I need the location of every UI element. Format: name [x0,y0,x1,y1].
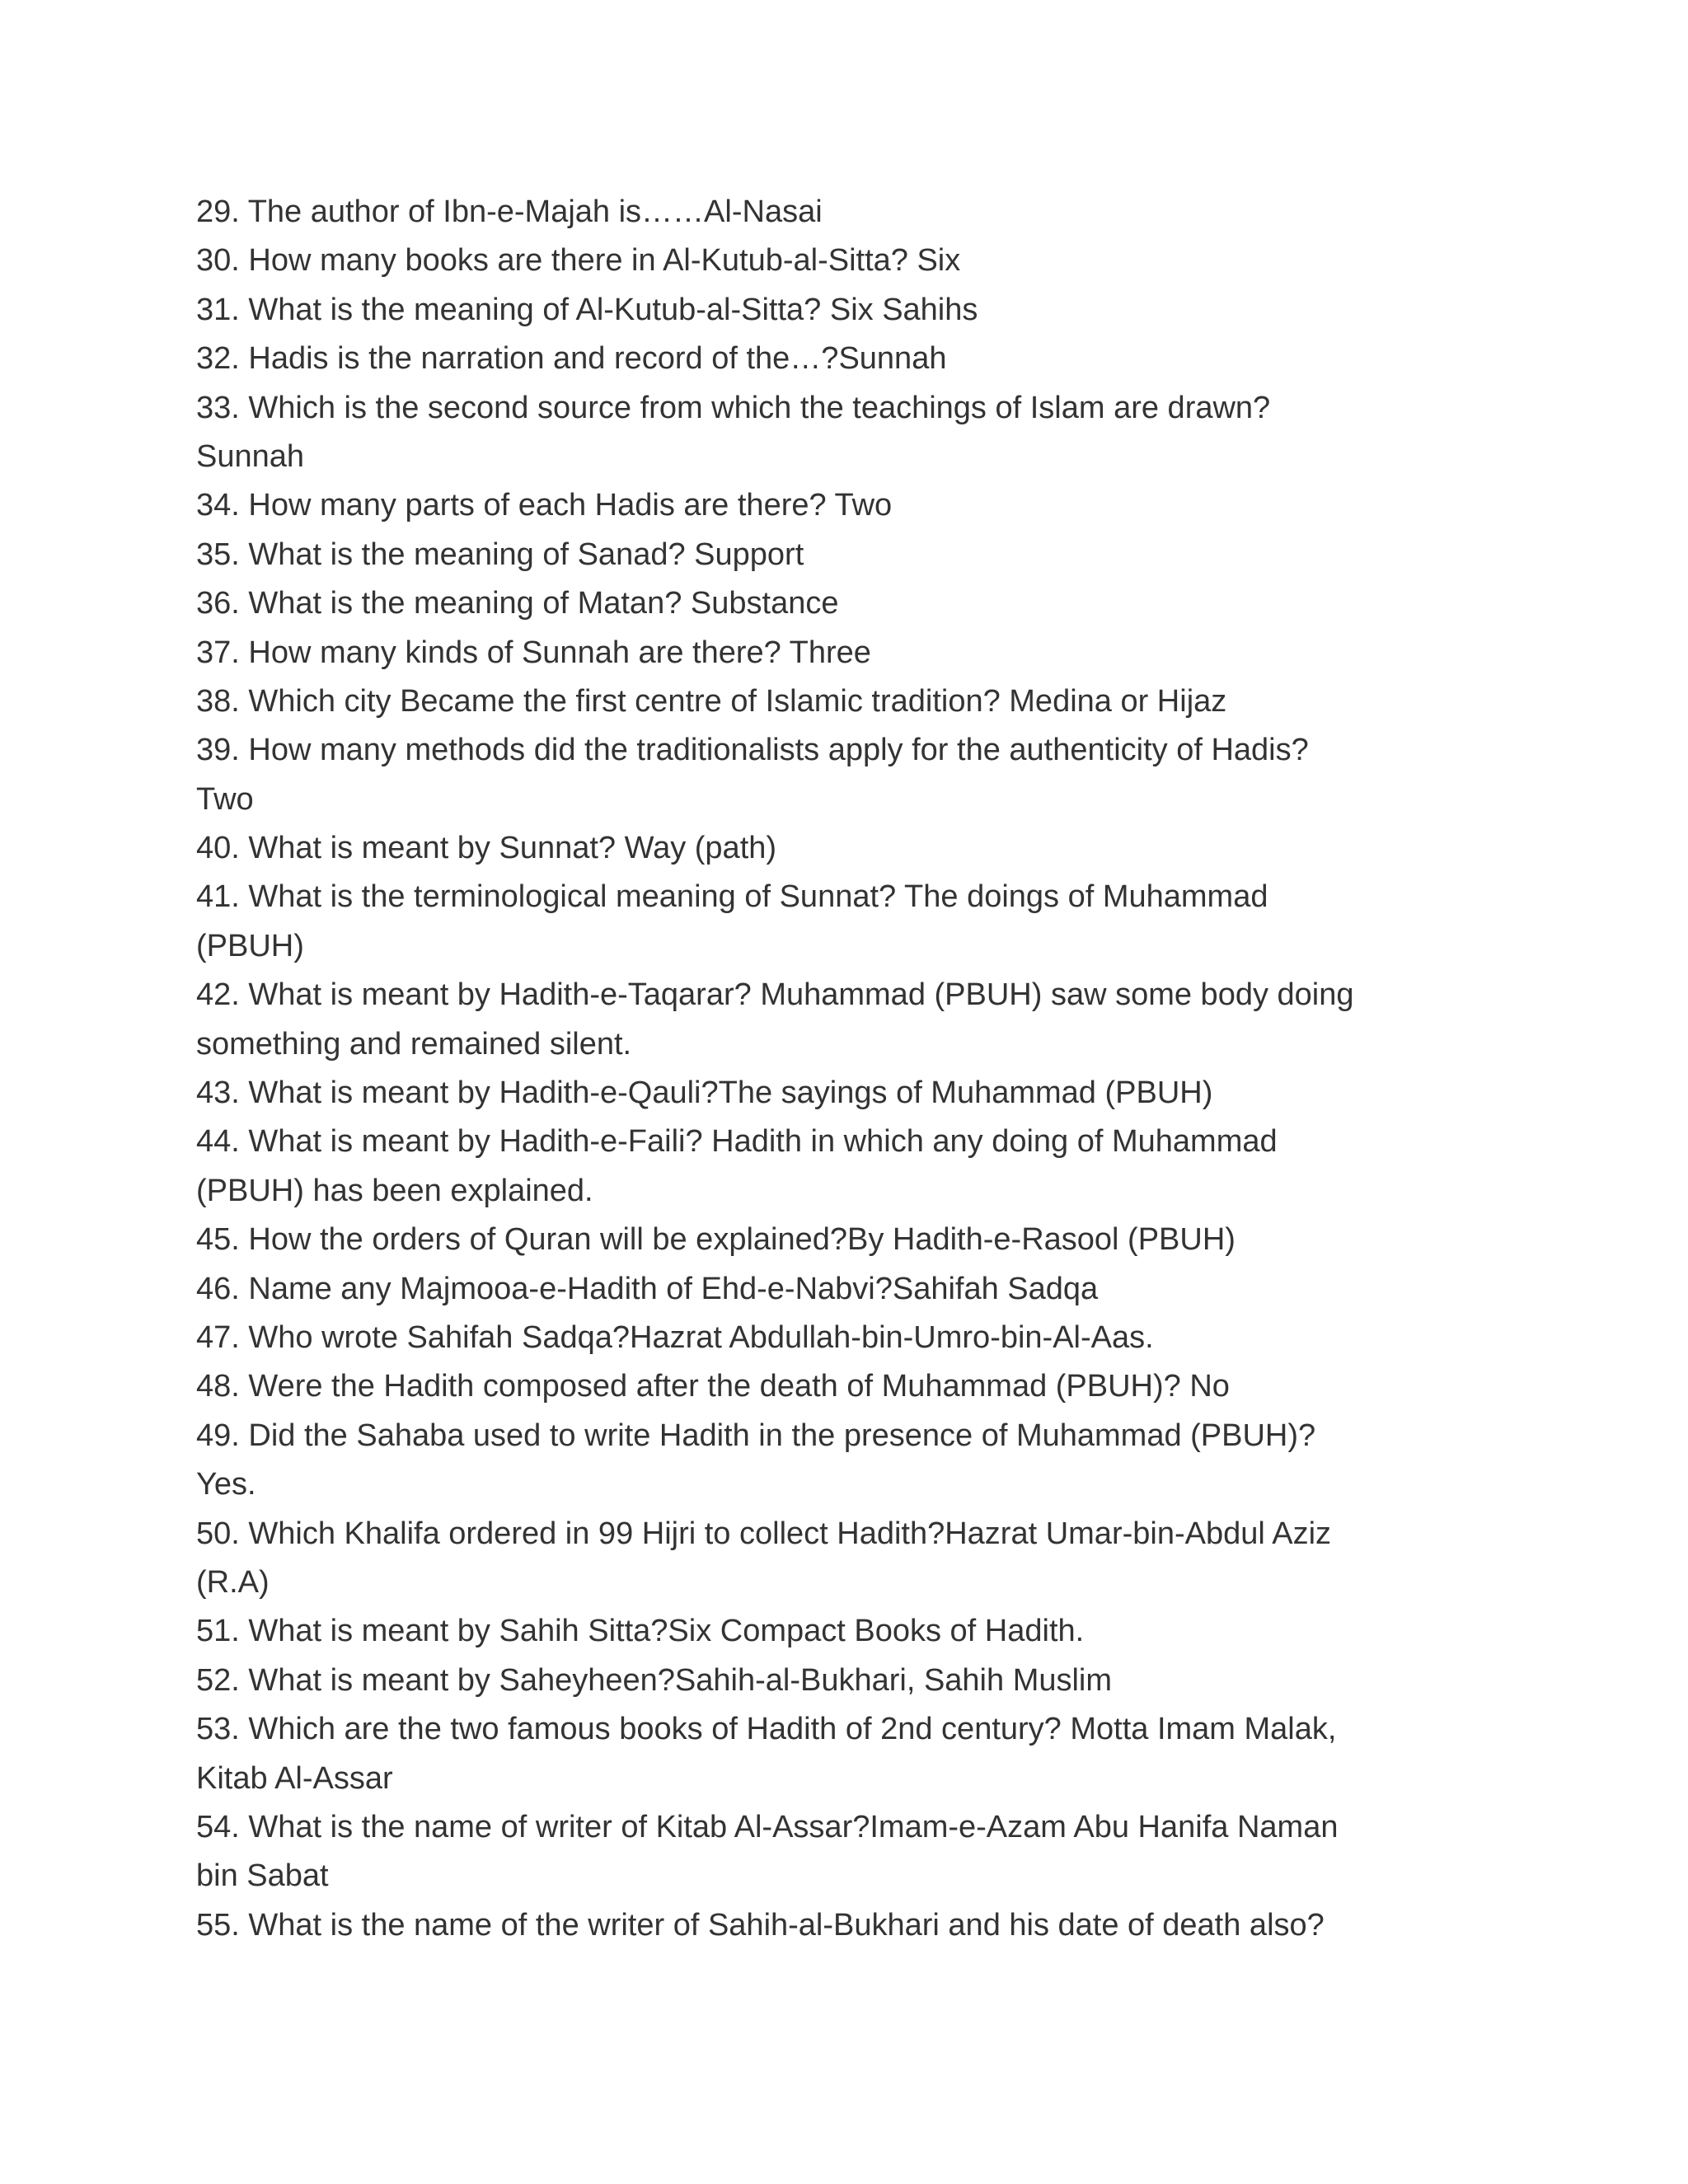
text-line: Yes. [196,1467,256,1502]
text-line: 50. Which Khalifa ordered in 99 Hijri to collect Hadith?Hazrat Umar-bin-Abdul Aziz [196,1516,1332,1551]
text-line: 45. How the orders of Quran will be explained?By Hadith-e-Rasool (PBUH) [196,1222,1236,1258]
text-line: 53. Which are the two famous books of Hadith of 2nd century? Motta Imam Malak, [196,1712,1337,1747]
text-line: 49. Did the Sahaba used to write Hadith in the presence of Muhammad (PBUH)? [196,1418,1316,1453]
text-line: 31. What is the meaning of Al-Kutub-al-Sitta? Six Sahihs [196,292,978,327]
text-line: 44. What is meant by Hadith-e-Faili? Hadith in which any doing of Muhammad [196,1124,1278,1160]
text-line: 51. What is meant by Sahih Sitta?Six Compact Books of Hadith. [196,1614,1085,1649]
text-line: Two [196,781,254,817]
text-line: 47. Who wrote Sahifah Sadqa?Hazrat Abdullah-bin-Umro-bin-Al-Aas. [196,1319,1154,1355]
text-line: 42. What is meant by Hadith-e-Taqarar? Muhammad (PBUH) saw some body doing [196,977,1354,1013]
text-line: 30. How many books are there in Al-Kutub-al-Sitta? Six [196,243,961,279]
text-line: bin Sabat [196,1858,329,1894]
text-line: 34. How many parts of each Hadis are there? Two [196,488,893,523]
text-line: (R.A) [196,1564,270,1600]
text-line: 37. How many kinds of Sunnah are there? Three [196,635,871,670]
text-line: 40. What is meant by Sunnat? Way (path) [196,831,777,866]
text-line: 48. Were the Hadith composed after the death of Muhammad (PBUH)? No [196,1369,1230,1404]
text-line: 35. What is the meaning of Sanad? Support [196,537,804,572]
question-list [196,188,1449,1950]
text-line: 46. Name any Majmooa-e-Hadith of Ehd-e-Nabvi?Sahifah Sadqa [196,1271,1099,1306]
text-line: 54. What is the name of writer of Kitab Al-Assar?Imam-e-Azam Abu Hanifa Naman [196,1809,1339,1844]
text-line: 52. What is meant by Saheyheen?Sahih-al-Bukhari, Sahih Muslim [196,1662,1113,1698]
text-line: 55. What is the name of the writer of Sahih-al-Bukhari and his date of death also? [196,1907,1325,1943]
text-line: (PBUH) [196,928,304,963]
text-line: 41. What is the terminological meaning of Sunnat? The doings of Muhammad [196,879,1268,915]
text-line: 39. How many methods did the traditionalists apply for the authenticity of Hadis? [196,733,1309,768]
text-line: 43. What is meant by Hadith-e-Qauli?The sayings of Muhammad (PBUH) [196,1076,1213,1111]
text-line: Sunnah [196,438,305,474]
text-line: 32. Hadis is the narration and record of the…?Sunnah [196,341,947,377]
text-line: 29. The author of Ibn-e-Majah is……Al-Nasai [196,194,823,229]
text-line: (PBUH) has been explained. [196,1173,593,1208]
text-line: Kitab Al-Assar [196,1760,393,1796]
text-line: 38. Which city Became the first centre of Islamic tradition? Medina or Hijaz [196,683,1227,719]
text-line: 33. Which is the second source from which the teachings of Islam are drawn? [196,390,1271,425]
text-line: 36. What is the meaning of Matan? Substance [196,586,839,621]
text-line: something and remained silent. [196,1026,632,1062]
